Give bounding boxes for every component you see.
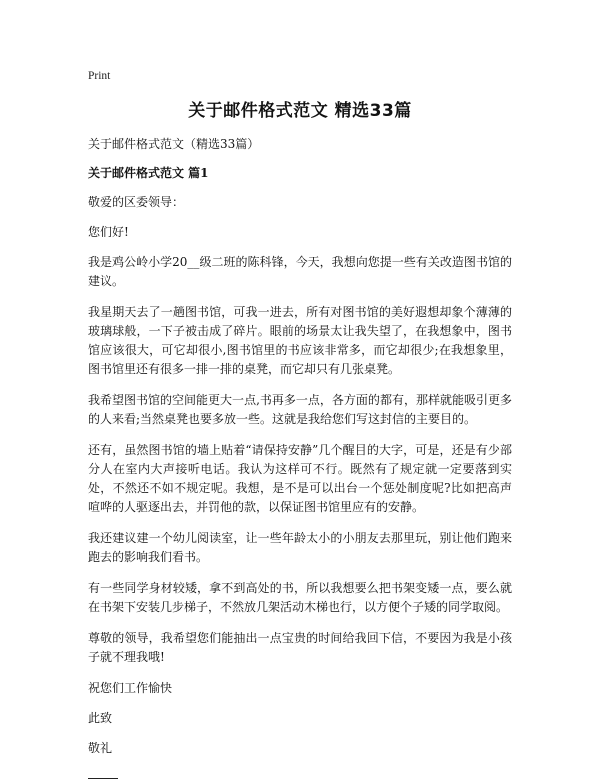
document-subtitle: 关于邮件格式范文（精选33篇） [88,137,260,151]
paragraph: 我还建议建一个幼儿阅读室，让一些年龄太小的小朋友去那里玩，别让他们跑来跑去的影响我们看书。 [88,531,512,564]
document-title: 关于邮件格式范文 精选33篇 [188,101,412,121]
paragraph: 我希望图书馆的空间能更大一点,书再多一点，各方面的都有，那样就能吸引更多的人来看;当然桌凳也要多放一些。这就是我给您们写这封信的主要目的。 [88,393,512,426]
closing-wish: 祝您们工作愉快 [88,681,173,695]
paragraph: 我星期天去了一趟图书馆，可我一进去，所有对图书馆的美好遐想却象个薄薄的玻璃球般，一下子被击成了碎片。眼前的场景太让我失望了，在我想象中，图书馆应该很大，可它却很小,图书馆里的书应该非常多，而它却很少;在我想象里，图书馆里还有很多一排一排的桌凳，而它却只有几张桌凳。 [88,305,512,376]
print-link[interactable]: Print [88,70,111,82]
paragraph: 我是鸡公岭小学20__级二班的陈科锋，今天，我想向您提一些有关改造图书馆的建议。 [88,255,512,288]
paragraph: 有一些同学身材较矮，拿不到高处的书，所以我想要么把书架变矮一点，要么就在书架下安装几步梯子，不然放几架活动木梯也行，以方便个子矮的同学取阅。 [88,581,512,614]
closing-salutation-1: 此致 [88,711,113,725]
salutation: 敬爱的区委领导： [88,195,185,209]
greeting: 您们好! [88,225,129,239]
section-title: 关于邮件格式范文 篇1 [88,166,209,180]
closing-salutation-2: 敬礼 [88,741,113,755]
paragraph: 尊敬的领导，我希望您们能抽出一点宝贵的时间给我回下信，不要因为我是小孩子就不理我哦! [88,631,512,664]
paragraph: 还有，虽然图书馆的墙上贴着“请保持安静”几个醒目的大字，可是，还是有少部分人在室内大声接听电话。我认为这样可不行。既然有了规定就一定要落到实处，不然还不如不规定呢。我想，是不是可以出台一个惩处制度呢?比如把高声喧哗的人驱逐出去，并罚他的款，以保证图书馆里应有的安静。 [88,443,512,514]
